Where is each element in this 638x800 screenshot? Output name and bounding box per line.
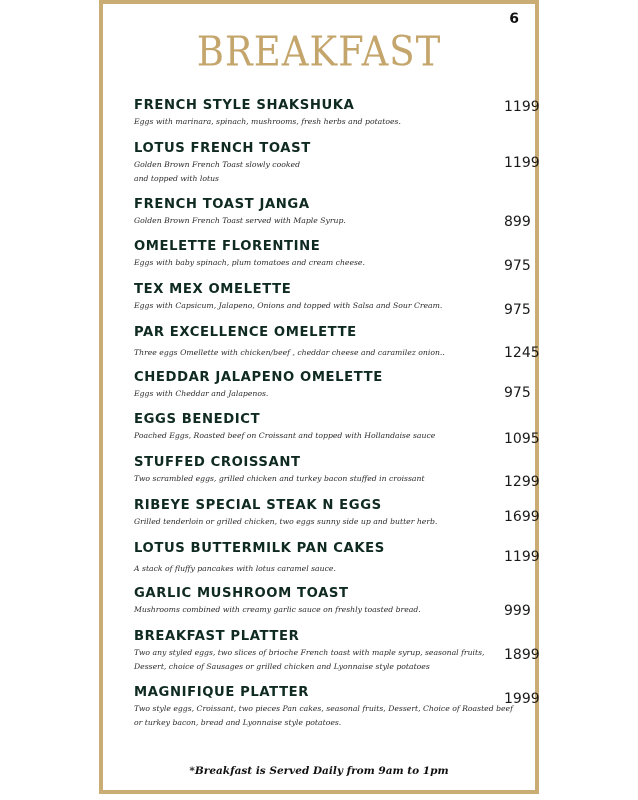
menu-item [134,282,538,318]
menu-item-name: GARLIC MUSHROOM TOAST [134,586,349,601]
menu-item-price: 975 [504,385,531,401]
menu-item-name: OMELETTE FLORENTINE [134,239,321,254]
menu-item [134,325,538,359]
menu-item-description: Grilled tenderloin or grilled chicken, two eggs sunny side up and butter herb. [134,517,438,526]
menu-item-name: EGGS BENEDICT [134,412,261,427]
menu-item [134,370,538,400]
menu-item-price: 975 [504,258,531,274]
menu-item-description: Poached Eggs, Roasted beef on Croissant and topped with Hollandaise sauce [134,431,436,440]
menu-item-name: BREAKFAST PLATTER [134,629,300,644]
menu-item-description: Eggs with baby spinach, plum tomatoes and cream cheese. [134,258,365,267]
menu-item-price: 975 [504,302,531,318]
menu-item-description: Eggs with Cheddar and Jalapenos. [134,389,269,398]
menu-item-price: 899 [504,214,531,230]
menu-item-name: LOTUS FRENCH TOAST [134,141,311,156]
menu-item [134,498,538,528]
menu-item [134,541,538,575]
menu-item [134,412,540,447]
menu-item-name: LOTUS BUTTERMILK PAN CAKES [134,541,385,556]
menu-item-name: TEX MEX OMELETTE [134,282,292,297]
menu-item-description: Golden Brown French Toast served with Maple Syrup. [134,216,346,225]
serving-hours-note: *Breakfast is Served Daily from 9am to 1pm [189,765,449,777]
menu-item-price: 1199 [504,155,540,171]
menu-item [134,239,538,274]
menu-item-description: or turkey bacon, bread and Lyonnaise style potatoes. [134,718,342,727]
menu-item-price: 1299 [504,474,540,490]
menu-item-description: Mushrooms combined with creamy garlic sauce on freshly toasted bread. [134,605,421,614]
menu-item-description: Golden Brown French Toast slowly cooked [134,160,300,169]
menu-item-description: Two scrambled eggs, grilled chicken and turkey bacon stuffed in croissant [134,474,425,483]
menu-item-name: FRENCH STYLE SHAKSHUKA [134,98,355,113]
menu-item [134,629,538,673]
menu-item-name: MAGNIFIQUE PLATTER [134,685,310,700]
page-number: 6 [509,11,519,27]
menu-item-price: 1899 [504,647,540,663]
menu-item-name: RIBEYE SPECIAL STEAK N EGGS [134,498,382,513]
menu-item [134,98,538,128]
menu-item-name: STUFFED CROISSANT [134,455,301,470]
menu-item-name: CHEDDAR JALAPENO OMELETTE [134,370,383,385]
menu-title: BREAKFAST [196,27,442,76]
menu-item-price: 1199 [504,99,540,115]
menu-item [134,141,538,185]
menu-item-price: 1245 [504,345,540,361]
menu-item-price: 1699 [504,509,540,525]
menu-item-description: and topped with lotus [134,174,219,183]
menu-item-name: FRENCH TOAST JANGA [134,197,310,212]
menu-item-price: 1199 [504,549,540,565]
menu-item-description: A stack of fluffy pancakes with lotus caramel sauce. [134,564,336,573]
menu-item-description: Eggs with Capsicum, Jalapeno, Onions and topped with Salsa and Sour Cream. [134,301,443,310]
menu-page [99,0,539,794]
menu-item-description: Eggs with marinara, spinach, mushrooms, fresh herbs and potatoes. [134,117,401,126]
menu-item-name: PAR EXCELLENCE OMELETTE [134,325,357,340]
menu-item-description: Three eggs Omellette with chicken/beef , cheddar cheese and caramilez onion.. [134,348,445,357]
menu-item-price: 999 [504,603,531,619]
menu-item [134,685,538,729]
menu-item-description: Two any styled eggs, two slices of brioche French toast with maple syrup, seasonal fruits, [134,648,485,657]
menu-item-description: Dessert, choice of Sausages or grilled chicken and Lyonnaise style potatoes [134,662,430,671]
menu-item [134,586,538,619]
menu-item-description: Two style eggs, Croissant, two pieces Pan cakes, seasonal fruits, Dessert, Choice of Roasted beef [134,704,513,713]
menu-item-price: 1095 [504,431,540,447]
menu-item [134,197,538,230]
menu-item-price: 1999 [504,691,540,707]
menu-item [134,455,540,490]
